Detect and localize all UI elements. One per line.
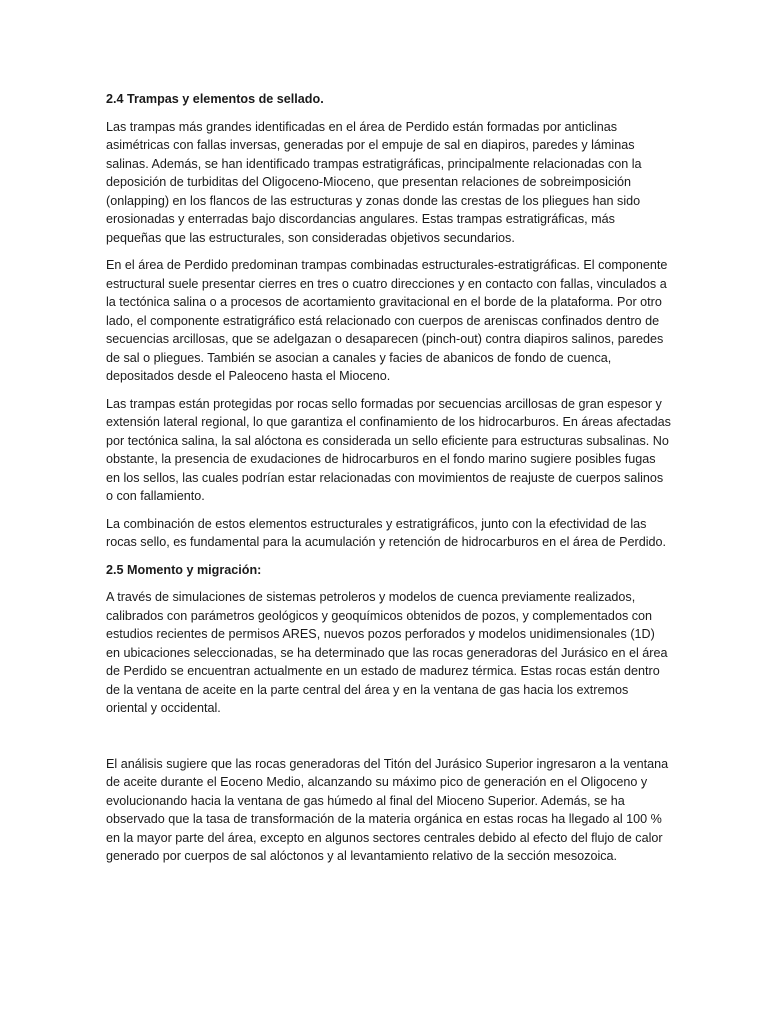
blank-spacer xyxy=(106,727,672,755)
section-heading-trampas: 2.4 Trampas y elementos de sellado. xyxy=(106,92,324,106)
paragraph-trampas-4: La combinación de estos elementos estructurales y estratigráficos, junto con la efectividad de las rocas sello, es fundamental para la acumulación y retención de hidrocarburos en el área de Perdido. xyxy=(106,516,667,549)
paragraph-trampas-3: Las trampas están protegidas por rocas sello formadas por secuencias arcillosas de gran espesor y extensión lateral regional, lo que garantiza el confinamiento de los hidrocarburos. En áreas afectadas por tectónica salina, la sal alóctona es considerada un sello eficiente para estructuras subsalinas. No obstante, la presencia de exudaciones de hidrocarburos en el fondo marino sugiere posibles fugas en los sellos, las cuales podrían estar relacionadas con movimientos de reajuste de cuerpos salinos o con fallamiento. xyxy=(106,396,671,503)
section-heading-migracion: 2.5 Momento y migración: xyxy=(106,562,262,577)
paragraph-trampas-1: Las trampas más grandes identificadas en el área de Perdido están formadas por anticlinas asimétricas con fallas inversas, generadas por el empuje de sal en diapiros, paredes y láminas salinas. Además, se han identificado trampas estratigráficas, principalmente relacionadas con la deposición de turbiditas del Oligoceno-Mioceno, que presentan relaciones de sobreimposición (onlapping) en los flancos de las estructuras y zonas donde las crestas de los pliegues han sido erosionadas y enterradas bajo discordancias angulares. Estas trampas estratigráficas, más pequeñas que las estructurales, son consideradas objetivos secundarios. xyxy=(106,119,642,245)
paragraph-migracion-1: A través de simulaciones de sistemas petroleros y modelos de cuenca previamente realizados, calibrados con parámetros geológicos y geoquímicos obtenidos de pozos, y complementados con estudios recientes de permisos ARES, nuevos pozos perforados y modelos unidimensionales (1D) en ubicaciones seleccionadas, se ha determinado que las rocas generadoras del Jurásico en el área de Perdido se encuentran actualmente en un estado de madurez térmica. Estas rocas están dentro de la ventana de aceite en la parte central del área y en la ventana de gas hacia los extremos oriental y occidental. xyxy=(106,590,668,715)
paragraph-migracion-2: El análisis sugiere que las rocas generadoras del Titón del Jurásico Superior ingresaron a la ventana de aceite durante el Eoceno Medio, alcanzando su máximo pico de generación en el Oligoceno y evolucionando hacia la ventana de gas húmedo al final del Mioceno Superior. Además, se ha observado que la tasa de transformación de la materia orgánica en estas rocas ha llegado al 100 % en la mayor parte del área, excepto en algunos sectores centrales debido al efecto del flujo de calor generado por cuerpos de sal alóctonos y al levantamiento relativo de la sección mesozoica. xyxy=(106,756,669,863)
paragraph-trampas-2: En el área de Perdido predominan trampas combinadas estructurales-estratigráficas. El componente estructural suele presentar cierres en tres o cuatro direcciones y en contacto con fallas, vinculados a la tectónica salina o a procesos de acortamiento gravitacional en el borde de la plataforma. Por otro lado, el componente estratigráfico está relacionado con cuerpos de areniscas confinados dentro de secuencias arcillosas, que se adelgazan o desaparecen (pinch-out) contra diapiros salinos, paredes de sal o pliegues. También se asocian a canales y facies de abanicos de fondo de cuenca, depositados desde el Paleoceno hasta el Mioceno. xyxy=(106,258,668,383)
